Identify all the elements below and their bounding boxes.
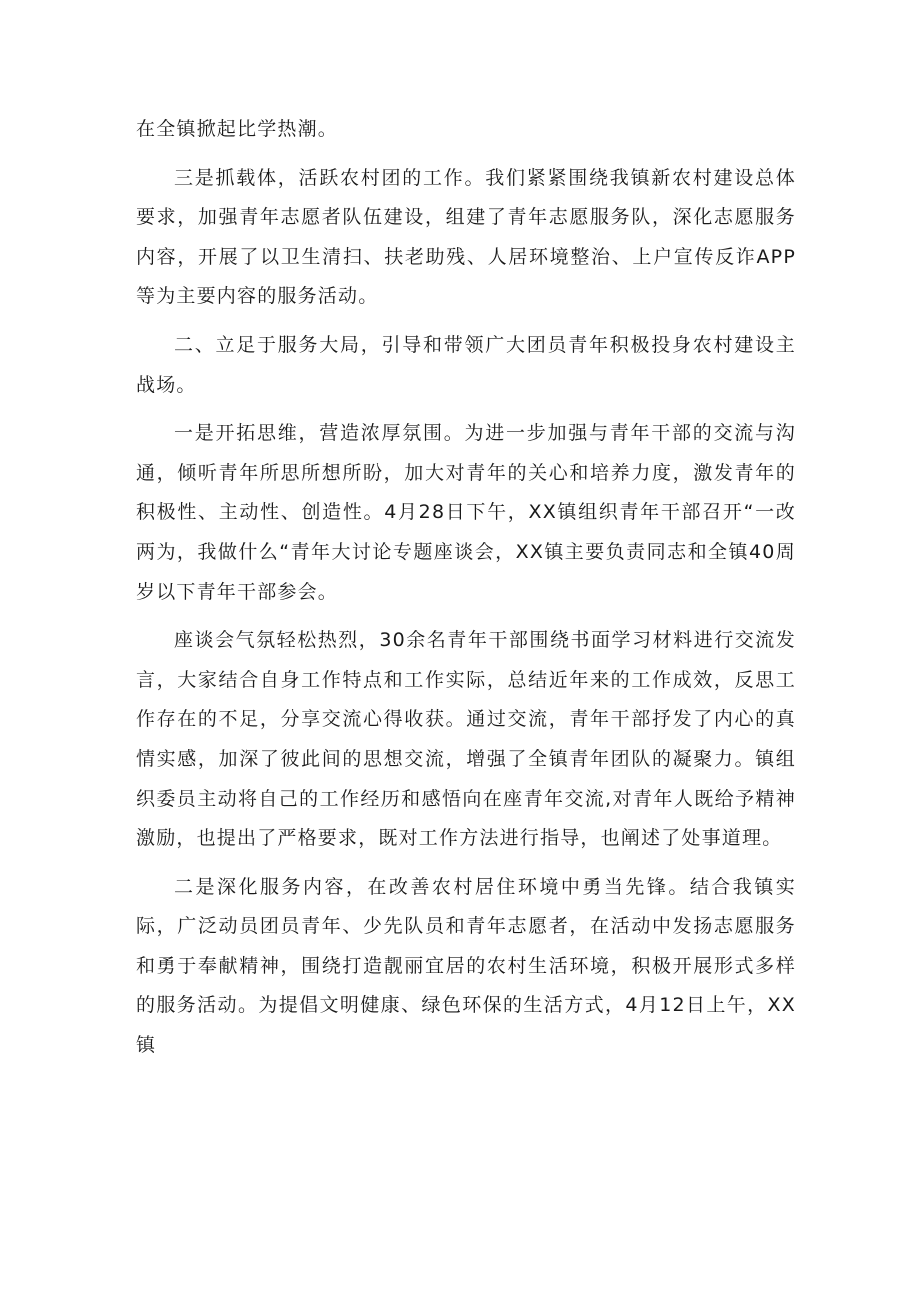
paragraph-6: 二是深化服务内容，在改善农村居住环境中勇当先锋。结合我镇实际，广泛动员团员青年、少先队员和青年志愿者，在活动中发扬志愿服务和勇于奉献精神，围绕打造靓丽宜居的农村生活环境，积极开展形式多样的服务活动。为提倡文明健康、绿色环保的生活方式，4月12日上午，XX镇 (136, 875, 796, 1057)
paragraph-1: 在全镇掀起比学热潮。 (136, 118, 339, 140)
paragraph-4: 一是开拓思维，营造浓厚氛围。为进一步加强与青年干部的交流与沟通，倾听青年所思所想所盼，加大对青年的关心和培养力度，激发青年的积极性、主动性、创造性。4月28日下午，XX镇组织青年干部召开“一改两为，我做什么“青年大讨论专题座谈会，XX镇主要负责同志和全镇40周岁以下青年干部参会。 (136, 422, 796, 603)
paragraph-5: 座谈会气氛轻松热烈，30余名青年干部围绕书面学习材料进行交流发言，大家结合自身工作特点和工作实际，总结近年来的工作成效，反思工作存在的不足，分享交流心得收获。通过交流，青年干部抒发了内心的真情实感，加深了彼此间的思想交流，增强了全镇青年团队的凝聚力。镇组织委员主动将自己的工作经历和感悟向在座青年交流,对青年人既给予精神激励，也提出了严格要求，既对工作方法进行指导，也阐述了处事道理。 (136, 629, 796, 850)
document-body (136, 110, 796, 1075)
paragraph-3-section-heading: 二、立足于服务大局，引导和带领广大团员青年积极投身农村建设主战场。 (136, 333, 796, 396)
paragraph-2: 三是抓载体，活跃农村团的工作。我们紧紧围绕我镇新农村建设总体要求，加强青年志愿者队伍建设，组建了青年志愿服务队，深化志愿服务内容，开展了以卫生清扫、扶老助残、人居环境整治、上户宣传反诈APP等为主要内容的服务活动。 (136, 166, 796, 308)
